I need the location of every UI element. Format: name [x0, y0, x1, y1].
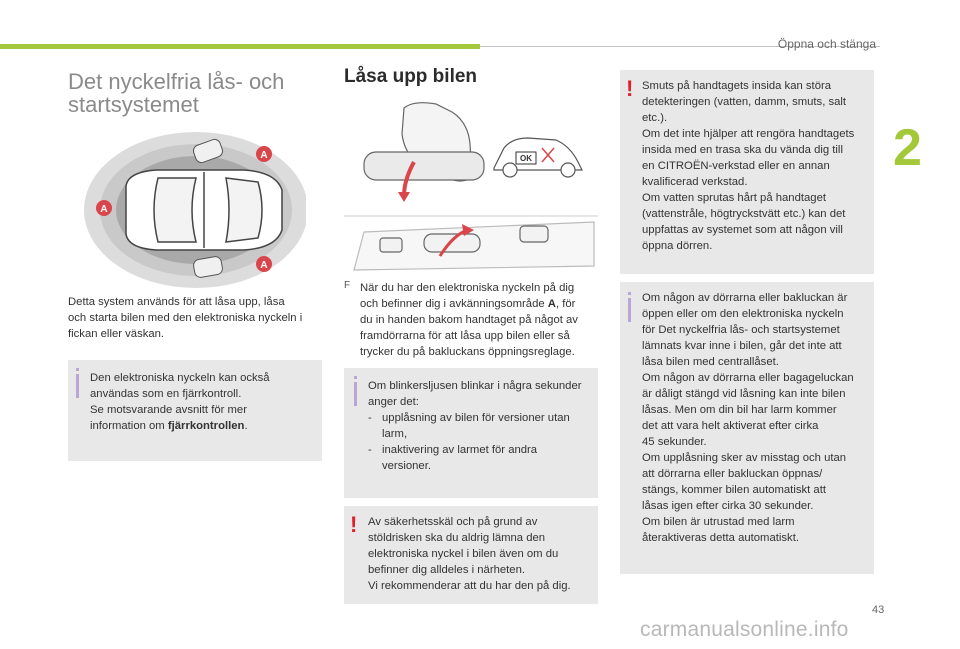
warning-icon: !: [626, 76, 634, 101]
info-box-blinkers: Om blinkersljusen blinkar i några sekunder anger det: - upplåsning av bilen för versioner utan larm, - inaktivering av larmet för andra versioner.: [344, 368, 598, 498]
intro-paragraph: Detta system används för att låsa upp, låsa och starta bilen med den elektroniska nyckeln i fickan eller väskan.: [68, 296, 303, 340]
zone-a-label-bottom: A: [260, 260, 268, 271]
watermark[interactable]: carmanualsonline.info: [640, 618, 849, 641]
warning-box-dirt: ! Smuts på handtagets insida kan störa detekteringen (vatten, damm, smuts, salt etc.). Om det inte hjälper att rengöra handtagets insida med en trasa ska du vända dig till en CITROËN-verkstad eller en annan kvalificerad verkstad. Om vatten sprutas hårt på handtaget (vattenstråle, högtryckstvätt etc.) kan det uppfattas av systemet som att någon vill öppna dörren.: [620, 70, 874, 274]
warning-box-key-in-car: ! Av säkerhetsskäl och på grund av stöldrisken ska du aldrig lämna den elektroniska nyckel i bilen även om du befinner dig alldeles i närheten. Vi rekommenderar att du har den på dig.: [344, 506, 598, 604]
warning-icon: !: [350, 512, 358, 537]
header-accent-bar: [0, 44, 480, 49]
hand-on-handle-drawing: [364, 103, 484, 181]
page-number: 43: [872, 604, 885, 616]
info-icon: [76, 374, 79, 398]
page-title: [68, 70, 328, 116]
ok-label: OK: [520, 154, 532, 163]
list-item: - upplåsning av bilen för versioner utan: [368, 412, 570, 424]
bullet-arrow-icon: F: [344, 280, 351, 291]
info-icon: [354, 382, 357, 406]
info-icon: [628, 298, 631, 322]
info-box-remote: Den elektroniska nyckeln kan också användas som en fjärrkontroll. Se motsvarande avsnitt för mer information om fjärrkontrollen.: [68, 360, 322, 461]
page-title-line1: Det nyckelfria lås- och: [68, 69, 285, 94]
zone-a-label-left: A: [100, 204, 108, 215]
remote-control-link-text: fjärrkontrollen: [167, 420, 245, 432]
car-top-view: [126, 170, 282, 250]
section-title: Öppna och stänga: [777, 37, 876, 51]
tailgate-switch-drawing: [354, 222, 594, 270]
car-side-icon: [494, 138, 582, 177]
unlock-illustration: [344, 100, 598, 272]
page-title-line2: startsystemet: [68, 92, 199, 117]
section-heading-unlock: Låsa upp bilen: [344, 66, 478, 87]
zone-a-label-top: A: [260, 150, 268, 161]
info-box-door-open: Om någon av dörrarna eller bakluckan är öppen eller om den elektroniska nyckeln för Det nyckelfria lås- och startsystemet lämnats kvar inne i bilen, går det inte att låsa bilen med centrallåset. Om någon av dörrarna eller bagageluckan är dåligt stängd vid låsning kan inte bilen låsas. Men om din bil har larm kommer det att vara helt aktiverat efter cirka 45 sekunder. Om upplåsning sker av misstag och utan att dörrarna eller bakluckan öppnas/ stängs, kommer bilen automatiskt att låsas igen efter cirka 30 sekunder. Om bilen är utrustad med larm återaktiveras detta automatiskt.: [620, 282, 874, 574]
list-item: - inaktivering av larmet för andra: [368, 444, 538, 456]
chapter-number: 2: [893, 119, 922, 177]
detection-zone-illustration: [76, 130, 306, 290]
